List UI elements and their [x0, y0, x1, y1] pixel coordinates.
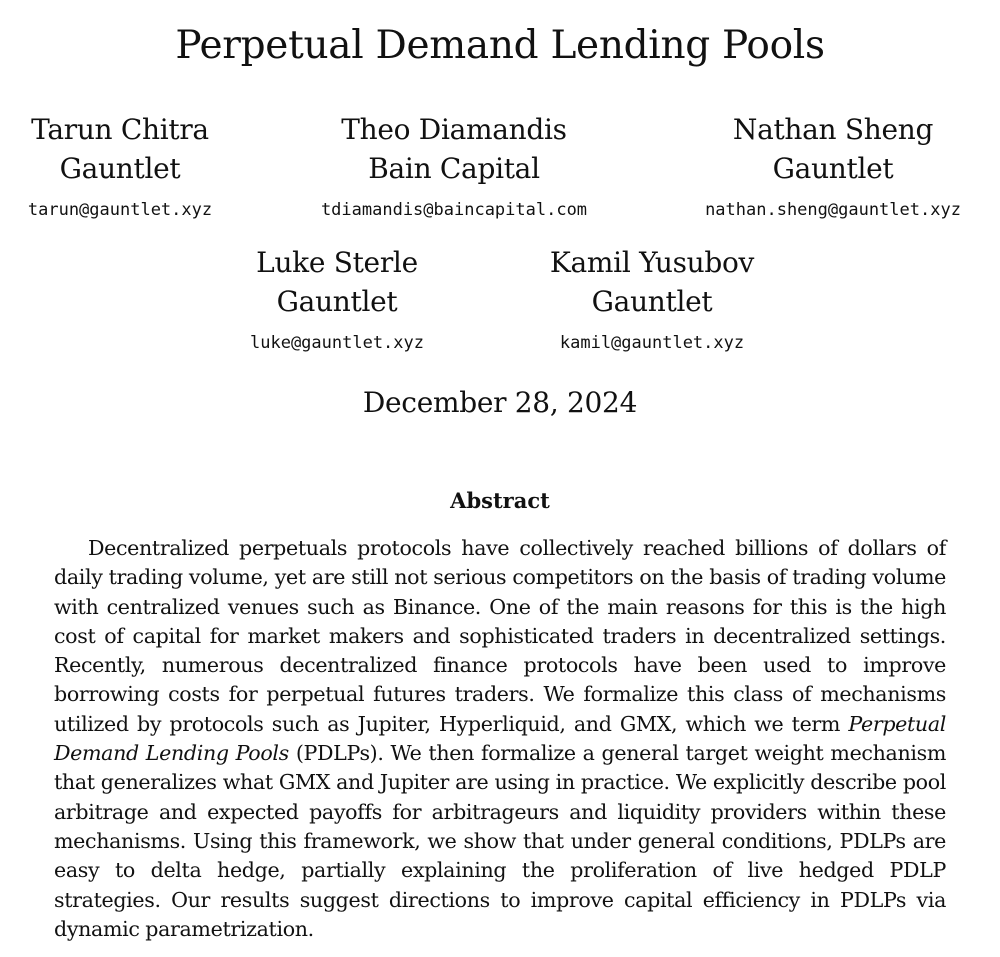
author-block	[254, 110, 654, 223]
author-name: Luke Sterle	[256, 246, 418, 279]
paper-date: December 28, 2024	[362, 386, 638, 419]
author-block	[532, 243, 772, 356]
abstract-text-part: Decentralized perpetuals protocols have collectively reached billions of dollars of daily trading volume, yet are still not serious competitors on the basis of trading volume with centralized venues such as Binance. One of the main reasons for this is the high cost of capital for market makers and sophisticated traders in decentralized settings. Recently, numerous decentralized finance protocols have been used to improve borrowing costs for perpetual futures traders. We formalize this class of mechanisms utilized by protocols such as Jupiter, Hyperliquid, and GMX, which we term	[54, 536, 946, 736]
author-affiliation: Gauntlet	[591, 285, 713, 318]
author-email: kamil@gauntlet.xyz	[559, 333, 745, 353]
author-name: Nathan Sheng	[732, 113, 934, 146]
author-email: nathan.sheng@gauntlet.xyz	[705, 200, 961, 220]
author-affiliation: Gauntlet	[276, 285, 398, 318]
author-affiliation: Gauntlet	[772, 152, 894, 185]
author-affiliation: Bain Capital	[368, 152, 540, 185]
author-affiliation: Gauntlet	[59, 152, 181, 185]
author-name: Tarun Chitra	[31, 113, 209, 146]
author-email: tdiamandis@baincapital.com	[320, 200, 588, 220]
author-block	[222, 243, 452, 356]
author-block	[666, 110, 1000, 223]
paper-title: Perpetual Demand Lending Pools	[175, 23, 825, 68]
author-email: tarun@gauntlet.xyz	[27, 200, 213, 220]
abstract-emphasis: Perpetual Demand Lending Pools	[54, 711, 946, 766]
author-email: luke@gauntlet.xyz	[250, 333, 424, 353]
author-name: Kamil Yusubov	[549, 246, 755, 279]
abstract-text-part: (PDLPs). We then formalize a general target weight mechanism that generalizes what GMX and Jupiter are using in practice. We explicitly describe pool arbitrage and expected payoffs for arbitrageurs and liquidity providers within these mechanisms. Using this framework, we show that under general conditions, PDLPs are easy to delta hedge, partially explaining the proliferation of live hedged PDLP strategies. Our results suggest directions to improve capital efficiency in PDLPs via dynamic parametrization.	[54, 741, 947, 941]
abstract-text	[54, 534, 946, 944]
author-name: Theo Diamandis	[341, 113, 567, 146]
abstract-heading: Abstract	[450, 488, 550, 513]
author-block	[0, 110, 240, 223]
